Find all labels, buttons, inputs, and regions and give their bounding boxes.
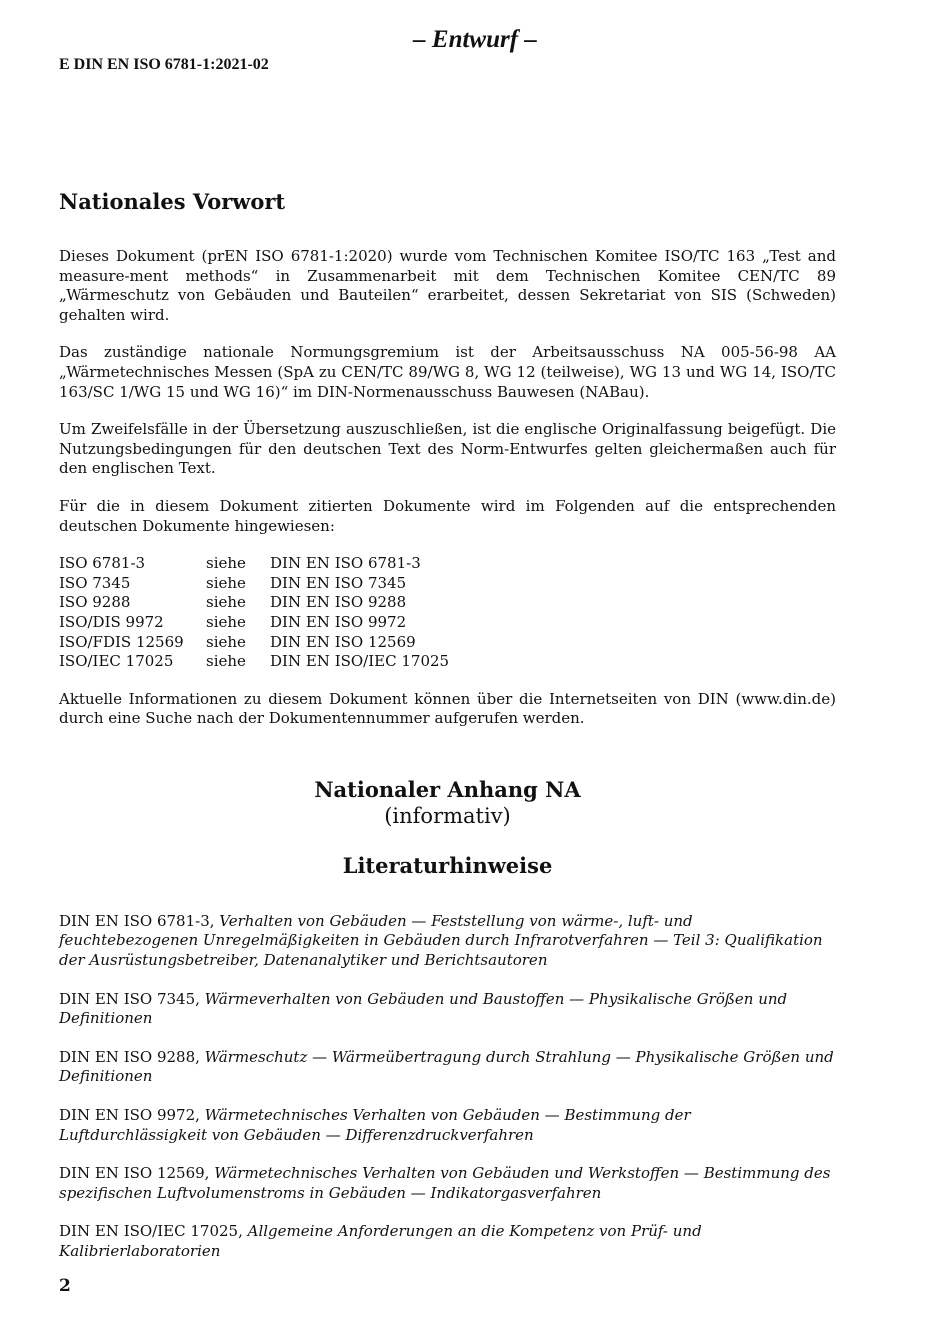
page-number: 2 <box>59 1276 71 1296</box>
entry-ref: DIN EN ISO 6781-3, <box>59 911 220 930</box>
see-label: siehe <box>206 593 246 612</box>
table-row <box>59 554 449 574</box>
entry-title: Wärmeverhalten von Gebäuden und Baustoffen — Physikalische Größen und Definitionen <box>59 989 788 1028</box>
din-reference: DIN EN ISO 9288 <box>270 593 407 612</box>
list-item <box>59 1106 836 1145</box>
list-item <box>59 1222 836 1261</box>
iso-reference: ISO 9288 <box>59 593 131 612</box>
iso-reference: ISO 7345 <box>59 573 131 592</box>
entry-title: Wärmetechnisches Verhalten von Gebäuden und Werkstoffen — Bestimmung des spezifischen Luftvolumenstroms in Gebäuden — Indikatorgasverfahren <box>59 1164 831 1202</box>
table-row <box>59 613 449 633</box>
see-label: siehe <box>206 632 246 651</box>
iso-reference: ISO/IEC 17025 <box>59 652 174 671</box>
see-label: siehe <box>206 554 246 573</box>
draft-label: – Entwurf – <box>413 26 537 53</box>
entry-ref: DIN EN ISO/IEC 17025, <box>59 1222 248 1241</box>
bibliography-heading: Literaturhinweise <box>342 852 553 878</box>
iso-reference: ISO 6781-3 <box>59 554 146 573</box>
entry-ref: DIN EN ISO 7345, <box>59 989 205 1008</box>
foreword-paragraph: Dieses Dokument (prEN ISO 6781-1:2020) wurde vom Technischen Komitee ISO/TC 163 „Test and measure-ment methods“ in Zusammenarbeit mit dem Technischen Komitee CEN/TC 89 „Wärmeschutz von Gebäuden und Bauteilen“ erarbeitet, dessen Sekretariat von SIS (Schweden) gehalten wird. <box>59 247 836 324</box>
table-row <box>59 633 449 653</box>
foreword-paragraph: Das zuständige nationale Normungsgremium ist der Arbeitsausschuss NA 005-56-98 AA „Wärmetechnisches Messen (SpA zu CEN/TC 89/WG 8, WG 12 (teilweise), WG 13 und WG 14, ISO/TC 163/SC 1/WG 15 und WG 16)“ im DIN-Normenausschuss Bauwesen (NABau). <box>59 343 836 401</box>
entry-title: Wärmeschutz — Wärmeübertragung durch Strahlung — Physikalische Größen und Definitionen <box>59 1047 834 1086</box>
annex-title: Nationaler Anhang NA <box>314 776 581 802</box>
page-content <box>59 187 836 1281</box>
national-annex <box>59 777 836 1262</box>
see-label: siehe <box>206 652 246 671</box>
din-reference: DIN EN ISO 12569 <box>270 632 416 651</box>
entry-title: Verhalten von Gebäuden — Feststellung von wärme-, luft- und feuchtebezogenen Unregelmäßigkeiten in Gebäuden durch Infrarotverfahren — Teil 3: Qualifikation der Ausrüstungsbetreiber, Datenanalytiker und Berichtsautoren <box>59 911 823 970</box>
din-reference: DIN EN ISO 6781-3 <box>270 554 421 573</box>
document-id: E DIN EN ISO 6781-1:2021-02 <box>59 56 269 73</box>
annex-subtitle: (informativ) <box>384 803 511 828</box>
list-item <box>59 1164 836 1203</box>
entry-title: Wärmetechnisches Verhalten von Gebäuden — Bestimmung der Luftdurchlässigkeit von Gebäuden — Differenzdruckverfahren <box>59 1106 691 1144</box>
din-reference: DIN EN ISO 7345 <box>270 573 407 592</box>
entry-title: Allgemeine Anforderungen an die Kompetenz von Prüf- und Kalibrierlaboratorien <box>59 1222 702 1260</box>
list-item <box>59 912 836 971</box>
list-item <box>59 990 836 1029</box>
din-reference: DIN EN ISO/IEC 17025 <box>270 652 450 671</box>
foreword-heading: Nationales Vorwort <box>59 189 286 214</box>
reference-table <box>59 554 449 672</box>
list-item <box>59 1048 836 1087</box>
see-label: siehe <box>206 573 246 592</box>
table-row <box>59 574 449 594</box>
iso-reference: ISO/DIS 9972 <box>59 612 164 631</box>
table-row <box>59 652 449 672</box>
iso-reference: ISO/FDIS 12569 <box>59 632 184 651</box>
table-row <box>59 593 449 613</box>
entry-ref: DIN EN ISO 9972, <box>59 1106 205 1125</box>
bibliography-list <box>59 912 836 1262</box>
entry-ref: DIN EN ISO 9288, <box>59 1047 205 1066</box>
foreword-closing: Aktuelle Informationen zu diesem Dokument können über die Internetseiten von DIN (www.din.de) durch eine Suche nach der Dokumentennummer aufgerufen werden. <box>59 689 836 728</box>
din-reference: DIN EN ISO 9972 <box>270 612 407 631</box>
entry-ref: DIN EN ISO 12569, <box>59 1164 215 1183</box>
foreword-paragraph: Um Zweifelsfälle in der Übersetzung auszuschließen, ist die englische Originalfassung beigefügt. Die Nutzungsbedingungen für den deutschen Text des Norm-Entwurfes gelten gleichermaßen auch für den englischen Text. <box>59 420 836 478</box>
see-label: siehe <box>206 612 246 631</box>
foreword-paragraph: Für die in diesem Dokument zitierten Dokumente wird im Folgenden auf die entsprechenden deutschen Dokumente hingewiesen: <box>59 496 836 535</box>
